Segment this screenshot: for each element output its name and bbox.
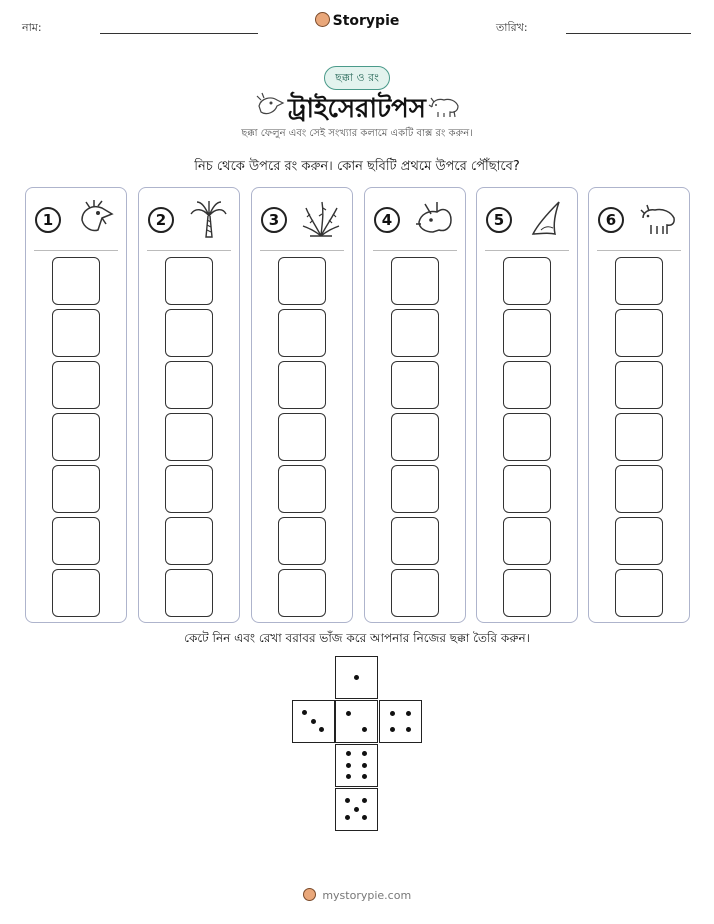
- dice-pip: [362, 763, 367, 768]
- dice-face-5: [335, 788, 378, 831]
- column-number: 1: [35, 207, 61, 233]
- triceratops-deco-icon: [428, 93, 462, 119]
- name-line: [100, 33, 258, 34]
- column-divider: [597, 250, 681, 251]
- color-box[interactable]: [278, 465, 326, 513]
- brand-name: Storypie: [332, 13, 400, 29]
- color-column-5: [476, 187, 578, 623]
- color-box[interactable]: [165, 257, 213, 305]
- dice-pip: [362, 774, 367, 779]
- name-label: নাম:: [22, 21, 42, 34]
- color-box[interactable]: [165, 465, 213, 513]
- coloring-instruction: নিচ থেকে উপরে রং করুন। কোন ছবিটি প্রথমে উপরে পৌঁছাবে?: [194, 159, 520, 174]
- color-box[interactable]: [165, 361, 213, 409]
- dice-pip: [346, 751, 351, 756]
- footer-url: mystorypie.com: [322, 889, 412, 902]
- color-box[interactable]: [278, 413, 326, 461]
- color-box[interactable]: [615, 361, 663, 409]
- color-box[interactable]: [391, 413, 439, 461]
- column-divider: [485, 250, 569, 251]
- date-label: তারিখ:: [496, 21, 528, 34]
- dice-face-2: [335, 700, 378, 743]
- color-box[interactable]: [503, 309, 551, 357]
- bear-logo-icon: [315, 12, 330, 27]
- column-divider: [147, 250, 231, 251]
- dice-face-6: [335, 744, 378, 787]
- column-number: 6: [598, 207, 624, 233]
- color-box[interactable]: [503, 257, 551, 305]
- dice-pip: [354, 807, 359, 812]
- horn-icon: [527, 200, 565, 238]
- fern-plant-icon: [302, 200, 340, 238]
- color-box[interactable]: [165, 517, 213, 565]
- color-box[interactable]: [52, 569, 100, 617]
- footer: [0, 888, 714, 902]
- dice-pip: [406, 727, 411, 732]
- color-box[interactable]: [52, 309, 100, 357]
- dice-pip: [345, 798, 350, 803]
- color-box[interactable]: [615, 413, 663, 461]
- dice-pip: [406, 711, 411, 716]
- color-box[interactable]: [165, 413, 213, 461]
- dice-face-3: [292, 700, 335, 743]
- color-box[interactable]: [615, 465, 663, 513]
- palm-tree-icon: [189, 200, 227, 238]
- dice-pip: [390, 711, 395, 716]
- color-box[interactable]: [165, 569, 213, 617]
- column-number: 2: [148, 207, 174, 233]
- color-box[interactable]: [503, 517, 551, 565]
- color-column-4: [364, 187, 466, 623]
- dice-pip: [354, 675, 359, 680]
- footer-bear-icon: [303, 888, 316, 901]
- color-box[interactable]: [165, 309, 213, 357]
- dice-pip: [311, 719, 316, 724]
- color-box[interactable]: [52, 517, 100, 565]
- color-box[interactable]: [615, 569, 663, 617]
- color-column-1: [25, 187, 127, 623]
- page-subtitle: ছক্কা ফেলুন এবং সেই সংখ্যার কলামে একটি বাক্স রং করুন।: [241, 128, 473, 139]
- dice-face-1: [335, 656, 378, 699]
- color-box[interactable]: [278, 257, 326, 305]
- dice-pip: [319, 727, 324, 732]
- color-box[interactable]: [391, 257, 439, 305]
- dice-pip: [346, 711, 351, 716]
- color-box[interactable]: [391, 361, 439, 409]
- color-box[interactable]: [503, 361, 551, 409]
- dice-pip: [346, 774, 351, 779]
- dice-pip: [346, 763, 351, 768]
- color-box[interactable]: [391, 517, 439, 565]
- column-number: 3: [261, 207, 287, 233]
- dice-pip: [362, 751, 367, 756]
- color-box[interactable]: [391, 309, 439, 357]
- dice-pip: [362, 815, 367, 820]
- color-box[interactable]: [391, 465, 439, 513]
- triceratops-head-icon: [415, 200, 453, 238]
- color-box[interactable]: [615, 309, 663, 357]
- triceratops-icon: [639, 200, 677, 238]
- column-number: 5: [486, 207, 512, 233]
- page-title: ট্রাইসেরাটপস: [288, 94, 426, 124]
- brand-logo: [0, 12, 714, 29]
- column-divider: [260, 250, 344, 251]
- dice-pip: [362, 727, 367, 732]
- color-column-2: [138, 187, 240, 623]
- dice-pip: [390, 727, 395, 732]
- dice-pip: [362, 798, 367, 803]
- color-column-3: [251, 187, 353, 623]
- color-box[interactable]: [278, 309, 326, 357]
- color-box[interactable]: [503, 465, 551, 513]
- dice-pip: [345, 815, 350, 820]
- color-box[interactable]: [503, 413, 551, 461]
- color-box[interactable]: [52, 257, 100, 305]
- color-box[interactable]: [52, 361, 100, 409]
- bird-head-icon: [76, 200, 114, 238]
- cut-instruction: কেটে নিন এবং রেখা বরাবর ভাঁজ করে আপনার নিজের ছক্কা তৈরি করুন।: [184, 631, 530, 645]
- color-box[interactable]: [503, 569, 551, 617]
- dice-face-4: [379, 700, 422, 743]
- color-box[interactable]: [391, 569, 439, 617]
- color-box[interactable]: [52, 413, 100, 461]
- column-number: 4: [374, 207, 400, 233]
- color-box[interactable]: [278, 361, 326, 409]
- color-box[interactable]: [52, 465, 100, 513]
- game-badge: ছক্কা ও রং: [324, 66, 390, 90]
- column-divider: [373, 250, 457, 251]
- color-box[interactable]: [278, 569, 326, 617]
- color-column-6: [588, 187, 690, 623]
- date-line: [566, 33, 691, 34]
- color-box[interactable]: [278, 517, 326, 565]
- dice-pip: [302, 710, 307, 715]
- color-box[interactable]: [615, 517, 663, 565]
- color-box[interactable]: [615, 257, 663, 305]
- column-divider: [34, 250, 118, 251]
